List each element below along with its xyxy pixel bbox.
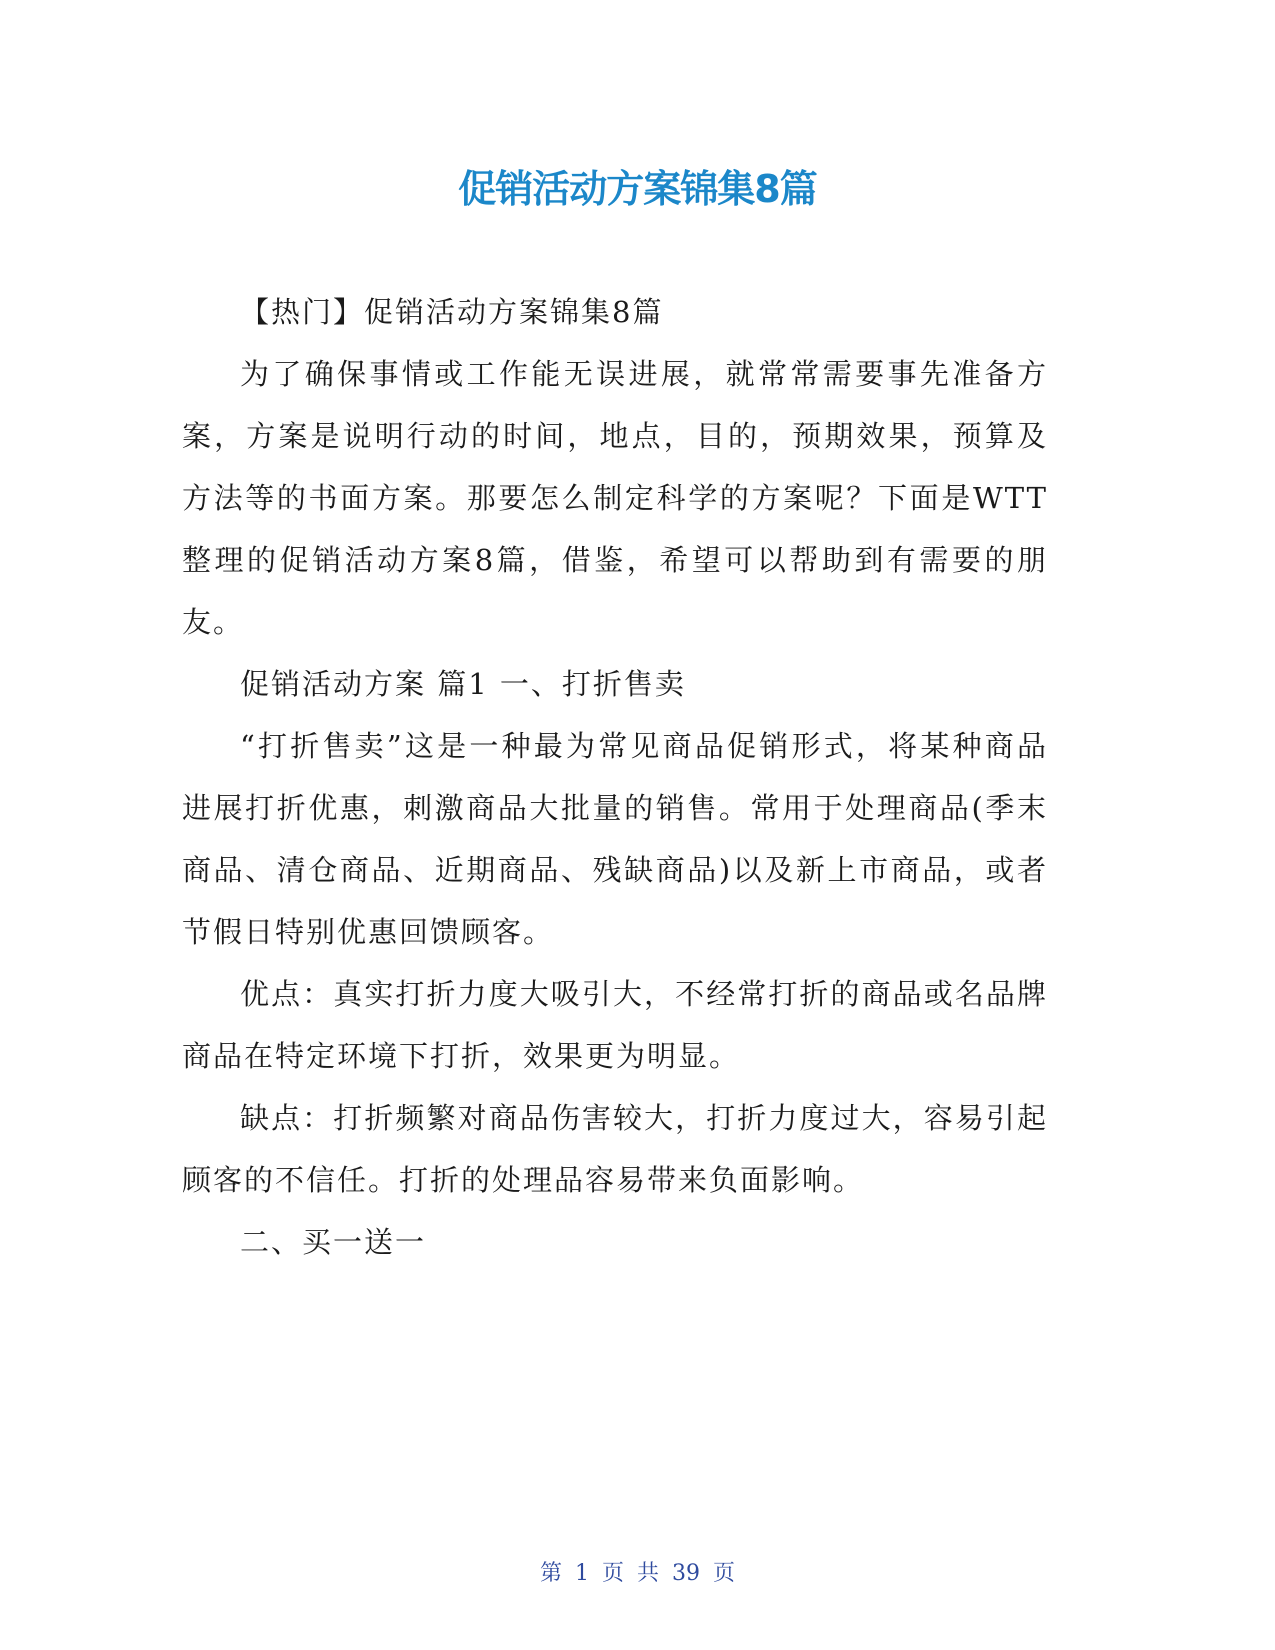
paragraph-discount-desc: “打折售卖”这是一种最为常见商品促销形式，将某种商品进展打折优惠，刺激商品大批量的销售。常用于处理商品(季末商品、清仓商品、近期商品、残缺商品)以及新上市商品，或者节假日特别优惠回馈顾客。: [182, 729, 1048, 949]
paragraph-section-2: 二、买一送一: [240, 1225, 427, 1259]
paragraph-section-1: 促销活动方案 篇1 一、打折售卖: [240, 667, 686, 701]
page-footer: 第 1 页 共 39 页: [540, 1561, 735, 1586]
document-body: [182, 281, 1048, 1273]
paragraph-disadvantages: 缺点：打折频繁对商品伤害较大，打折力度过大，容易引起顾客的不信任。打折的处理品容易带来负面影响。: [182, 1101, 1048, 1197]
paragraph-intro: 为了确保事情或工作能无误进展，就常常需要事先准备方案，方案是说明行动的时间，地点，目的，预期效果，预算及方法等的书面方案。那要怎么制定科学的方案呢？下面是WTT整理的促销活动方案8篇，借鉴，希望可以帮助到有需要的朋友。: [182, 357, 1048, 639]
paragraph-advantages: 优点：真实打折力度大吸引大，不经常打折的商品或名品牌商品在特定环境下打折，效果更为明显。: [182, 977, 1048, 1073]
document-title: 促销活动方案锦集8篇: [458, 167, 817, 211]
paragraph-heading: 【热门】促销活动方案锦集8篇: [240, 295, 664, 329]
